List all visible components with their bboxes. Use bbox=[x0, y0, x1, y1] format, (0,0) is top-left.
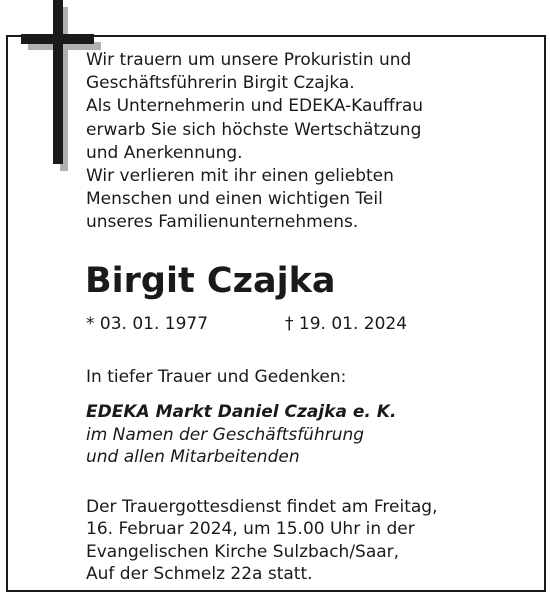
company-line: und allen Mitarbeitenden bbox=[86, 447, 300, 467]
company-name: EDEKA Markt Daniel Czajka e. K. bbox=[86, 402, 397, 422]
cross-horizontal-bar bbox=[21, 34, 94, 44]
service-info bbox=[86, 496, 437, 586]
service-line: Auf der Schmelz 22a statt. bbox=[86, 564, 313, 585]
cross-vertical-bar bbox=[53, 0, 63, 164]
service-line: 16. Februar 2024, um 15.00 Uhr in der bbox=[86, 519, 415, 540]
intro-line: Menschen und einen wichtigen Teil bbox=[86, 189, 383, 210]
intro-line: erwarb Sie sich höchste Wertschätzung bbox=[86, 119, 422, 140]
intro-line: unseres Familienunternehmens. bbox=[86, 212, 359, 233]
birth-date: * 03. 01. 1977 bbox=[86, 314, 209, 334]
deceased-name: Birgit Czajka bbox=[85, 261, 336, 301]
service-line: Evangelischen Kirche Sulzbach/Saar, bbox=[86, 541, 400, 562]
intro-line: Wir trauern um unsere Prokuristin und bbox=[86, 50, 412, 70]
service-line: Der Trauergottesdienst findet am Freitag, bbox=[86, 497, 438, 517]
intro-line: Wir verlieren mit ihr einen geliebten bbox=[86, 166, 394, 187]
intro-line: Als Unternehmerin und EDEKA-Kauffrau bbox=[86, 96, 424, 117]
intro-line: Geschäftsführerin Birgit Czajka. bbox=[86, 73, 355, 94]
mourning-line: In tiefer Trauer und Gedenken: bbox=[86, 367, 347, 387]
company-line: im Namen der Geschäftsführung bbox=[86, 424, 365, 445]
intro-text bbox=[86, 49, 526, 235]
intro-line: und Anerkennung. bbox=[86, 142, 243, 163]
notice-border-right bbox=[544, 35, 546, 592]
company-signature bbox=[86, 401, 396, 469]
death-date: † 19. 01. 2024 bbox=[285, 314, 408, 334]
